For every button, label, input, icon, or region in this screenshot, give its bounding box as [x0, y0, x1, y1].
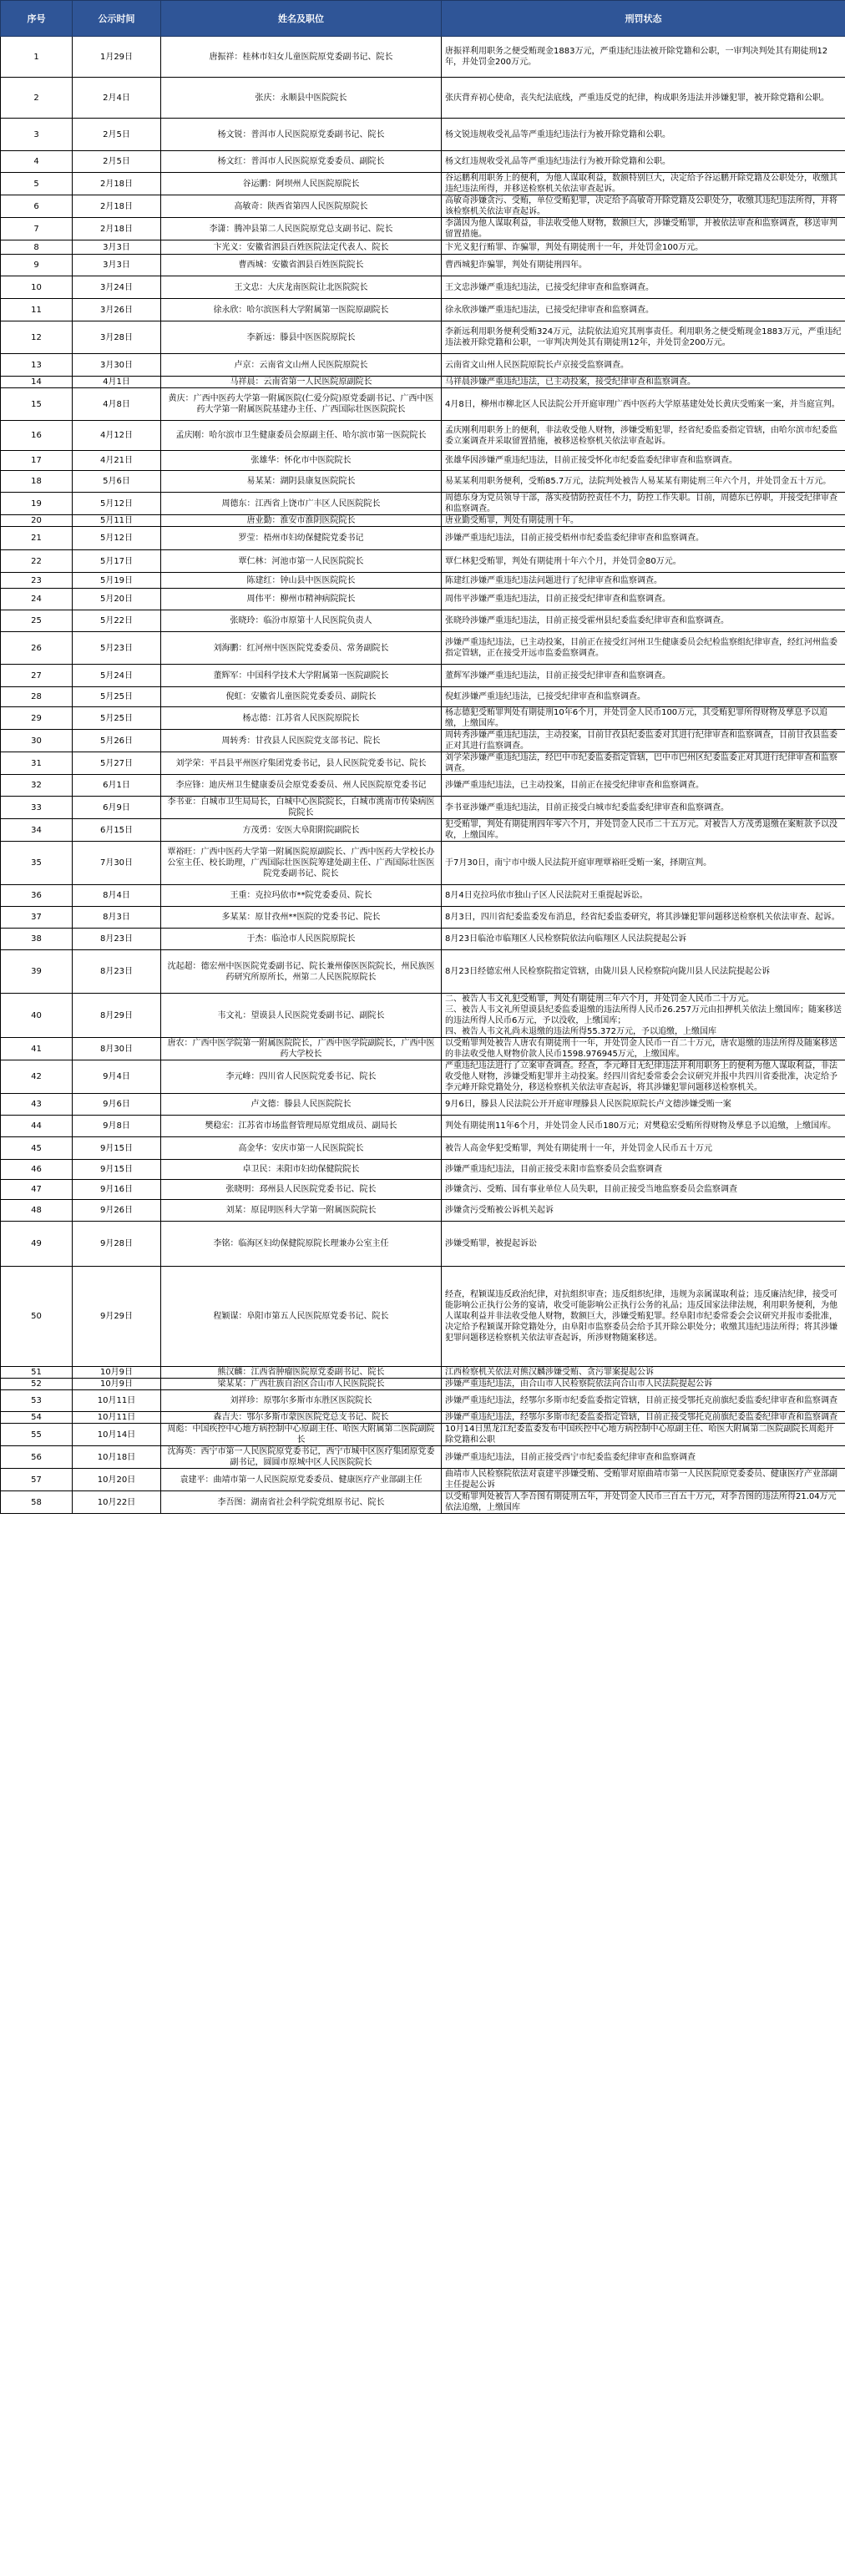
cell-name: 卢京：云南省文山州人民医院原院长 — [161, 354, 442, 377]
table-row — [1, 1038, 845, 1060]
cell-name: 李潇：腾冲县第二人民医院原党总支副书记、院长 — [161, 218, 442, 240]
cell-no: 14 — [1, 377, 73, 388]
cell-no: 28 — [1, 687, 73, 707]
cell-no: 2 — [1, 78, 73, 119]
cell-name: 董辉军：中国科学技术大学附属第一医院副院长 — [161, 665, 442, 687]
cell-date: 5月26日 — [73, 730, 161, 752]
table-row — [1, 589, 845, 610]
cell-name: 孟庆刚：哈尔滨市卫生健康委员会原副主任、哈尔滨市第一医院院长 — [161, 421, 442, 451]
cell-date: 5月27日 — [73, 752, 161, 775]
cell-no: 51 — [1, 1367, 73, 1379]
cell-date: 2月18日 — [73, 173, 161, 195]
table-row — [1, 354, 845, 377]
cell-no: 17 — [1, 451, 73, 471]
cell-date: 5月12日 — [73, 527, 161, 550]
cell-name: 刘祥珍：原鄂尔多斯市东胜区医院院长 — [161, 1390, 442, 1412]
cell-no: 21 — [1, 527, 73, 550]
cell-status: 唐业勤受贿罪，判处有期徒刑十年。 — [442, 515, 845, 527]
cell-name: 罗莹：梧州市妇幼保健院党委书记 — [161, 527, 442, 550]
cell-name: 王重：克拉玛依市**院党委委员、院长 — [161, 885, 442, 907]
table-row — [1, 421, 845, 451]
cell-date: 9月6日 — [73, 1094, 161, 1116]
cell-name: 易某某：湖阴县康复医院院长 — [161, 471, 442, 493]
cell-date: 5月25日 — [73, 687, 161, 707]
cell-no: 48 — [1, 1200, 73, 1222]
cell-no: 34 — [1, 819, 73, 842]
table-row — [1, 471, 845, 493]
cell-name: 马祥晨：云南省第一人民医院原副院长 — [161, 377, 442, 388]
cell-status: 涉嫌严重违纪违法，目前正接受西宁市纪委监委纪律审查和监察调查 — [442, 1446, 845, 1469]
table-row — [1, 451, 845, 471]
cell-date: 10月11日 — [73, 1390, 161, 1412]
cell-name: 刘海鹏：红河州中医医院党委委员、常务副院长 — [161, 632, 442, 665]
cell-name: 森吉夫：鄂尔多斯市蒙医医院党总支书记、院长 — [161, 1412, 442, 1424]
cell-status: 张晓玲涉嫌严重违纪违法，目前正接受霍州县纪委监委纪律审查和监察调查。 — [442, 610, 845, 632]
cell-status: 刘学荣涉嫌严重违纪违法，经巴中市纪委监委指定管辖，巴中市巴州区纪委监委正对其进行纪律审查和监察调查。 — [442, 752, 845, 775]
table-row — [1, 550, 845, 573]
cell-no: 49 — [1, 1222, 73, 1267]
header-date: 公示时间 — [73, 1, 161, 37]
cell-status: 以受贿罪判处被告人李吾图有期徒刑五年，并处罚金人民币三百五十万元，对李吾图的违法所得21.04万元依法追缴，上缴国库 — [442, 1491, 845, 1514]
cell-no: 38 — [1, 929, 73, 950]
cell-no: 12 — [1, 321, 73, 354]
cell-name: 李吾图：湖南省社会科学院党组原书记、院长 — [161, 1491, 442, 1514]
cell-date: 6月1日 — [73, 775, 161, 797]
cell-no: 52 — [1, 1379, 73, 1390]
table-row — [1, 1137, 845, 1160]
cell-date: 8月3日 — [73, 907, 161, 929]
cell-date: 3月30日 — [73, 354, 161, 377]
cell-status: 周伟平涉嫌严重违纪违法，目前正接受纪律审查和监察调查。 — [442, 589, 845, 610]
cell-date: 5月12日 — [73, 493, 161, 515]
cell-date: 8月23日 — [73, 950, 161, 994]
cell-date: 4月1日 — [73, 377, 161, 388]
cell-date: 3月26日 — [73, 299, 161, 321]
cell-no: 33 — [1, 797, 73, 819]
cell-no: 43 — [1, 1094, 73, 1116]
cell-status: 8月4日克拉玛依市独山子区人民法院对王重提起诉讼。 — [442, 885, 845, 907]
cell-name: 徐永欣：哈尔滨医科大学附属第一医院原副院长 — [161, 299, 442, 321]
cell-date: 9月16日 — [73, 1180, 161, 1200]
cell-name: 倪虹：安徽省儿童医院党委委员、副院长 — [161, 687, 442, 707]
cell-status: 涉嫌贪污受贿被公诉机关起诉 — [442, 1200, 845, 1222]
cell-name: 李应锋：迪庆州卫生健康委员会原党委委员、州人民医院原党委书记 — [161, 775, 442, 797]
table-row — [1, 1267, 845, 1367]
cell-name: 唐农：广西中医学院第一附属医院院长，广西中医学院副院长，广西中医药大学校长 — [161, 1038, 442, 1060]
table-row — [1, 1160, 845, 1180]
cell-name: 卞光义：安徽省泗县百姓医院法定代表人、院长 — [161, 240, 442, 255]
table-row — [1, 1412, 845, 1424]
cell-date: 10月14日 — [73, 1424, 161, 1446]
cell-no: 27 — [1, 665, 73, 687]
header-row — [1, 1, 845, 37]
cell-date: 8月23日 — [73, 929, 161, 950]
cell-date: 10月20日 — [73, 1469, 161, 1491]
cell-status: 于7月30日，南宁市中级人民法院开庭审理覃裕旺受贿一案，择期宣判。 — [442, 842, 845, 885]
cell-status: 覃仁林犯受贿罪，判处有期徒刑十年六个月，并处罚金80万元。 — [442, 550, 845, 573]
cell-name: 于杰：临沧市人民医院原院长 — [161, 929, 442, 950]
cell-no: 42 — [1, 1060, 73, 1094]
cell-no: 22 — [1, 550, 73, 573]
cell-status: 涉嫌严重违纪违法，经鄂尔多斯市纪委监委指定管辖，目前正接受鄂托克前旗纪委监委纪律审查和监察调查 — [442, 1412, 845, 1424]
cell-no: 40 — [1, 994, 73, 1038]
cell-name: 高金华：安庆市第一人民医院院长 — [161, 1137, 442, 1160]
cell-status: 10月14日黑龙江纪委监委发布中国疾控中心地方病控制中心原副主任、哈医大附属第二医院副院长周彪开除党籍和公职 — [442, 1424, 845, 1446]
cell-status: 涉嫌严重违纪违法，经鄂尔多斯市纪委监委指定管辖，目前正接受鄂托克前旗纪委监委纪律审查和监察调查 — [442, 1390, 845, 1412]
cell-status: 徐永欣涉嫌严重违纪违法，已接受纪律审查和监察调查。 — [442, 299, 845, 321]
cell-status: 涉嫌受贿罪，被提起诉讼 — [442, 1222, 845, 1267]
cell-date: 10月18日 — [73, 1446, 161, 1469]
cell-status: 杨文红违规收受礼品等严重违纪违法行为被开除党籍和公职。 — [442, 151, 845, 173]
cell-name: 谷运鹏：阿坝州人民医院原院长 — [161, 173, 442, 195]
cell-status: 经查，程颖谋违反政治纪律，对抗组织审查；违反组织纪律，违规为亲属谋取利益；违反廉洁纪律，接受可能影响公正执行公务的宴请，收受可能影响公正执行公务的礼品；违反国家法律法规，利用职务便利，为他人谋取利益并非法收受他人财物，数额巨大，涉嫌受贿犯罪。经阜阳市纪委常委会会议研究并报市委批准，决定给予程颖谋开除党籍处分，由阜阳市监察委员会给予其开除公职处分；收缴其违纪违法所得；将其涉嫌犯罪问题移送检察机关依法审查起诉，所涉财物随案移送。 — [442, 1267, 845, 1367]
cell-no: 25 — [1, 610, 73, 632]
table-row — [1, 299, 845, 321]
table-row — [1, 1180, 845, 1200]
cell-name: 张庆：永顺县中医院院长 — [161, 78, 442, 119]
cell-date: 5月19日 — [73, 573, 161, 589]
cell-no: 32 — [1, 775, 73, 797]
cell-date: 9月8日 — [73, 1116, 161, 1137]
cell-no: 41 — [1, 1038, 73, 1060]
cell-date: 2月5日 — [73, 119, 161, 151]
table-row — [1, 632, 845, 665]
table-row — [1, 1390, 845, 1412]
cell-name: 方茂勇：安医大阜阳附院副院长 — [161, 819, 442, 842]
cell-name: 刘学荣：平昌县平州医疗集团党委书记，县人民医院党委书记、院长 — [161, 752, 442, 775]
cell-date: 2月18日 — [73, 218, 161, 240]
cell-no: 35 — [1, 842, 73, 885]
cell-date: 3月3日 — [73, 255, 161, 276]
cell-no: 20 — [1, 515, 73, 527]
cell-no: 15 — [1, 388, 73, 421]
cell-no: 1 — [1, 37, 73, 78]
table-row — [1, 515, 845, 527]
cell-no: 9 — [1, 255, 73, 276]
cell-date: 8月29日 — [73, 994, 161, 1038]
cell-no: 58 — [1, 1491, 73, 1514]
cell-date: 3月24日 — [73, 276, 161, 299]
table-row — [1, 929, 845, 950]
table-row — [1, 1094, 845, 1116]
table-row — [1, 707, 845, 730]
table-row — [1, 1116, 845, 1137]
cell-date: 10月9日 — [73, 1379, 161, 1390]
cell-name: 李新远：滕县中医医院原院长 — [161, 321, 442, 354]
cell-status: 江西检察机关依法对熊汉麟涉嫌受贿、贪污罪案提起公诉 — [442, 1367, 845, 1379]
cell-date: 9月15日 — [73, 1160, 161, 1180]
cell-name: 熊汉麟：江西省肿瘤医院原党委副书记、院长 — [161, 1367, 442, 1379]
cell-no: 57 — [1, 1469, 73, 1491]
cell-status: 王文忠涉嫌严重违纪违法，已接受纪律审查和监察调查。 — [442, 276, 845, 299]
table-row — [1, 276, 845, 299]
cell-date: 5月24日 — [73, 665, 161, 687]
cell-date: 9月26日 — [73, 1200, 161, 1222]
cell-date: 4月8日 — [73, 388, 161, 421]
cell-status: 云南省文山州人民医院原院长卢京接受监察调查。 — [442, 354, 845, 377]
cell-name: 李元峰：四川省人民医院党委书记、院长 — [161, 1060, 442, 1094]
cell-no: 39 — [1, 950, 73, 994]
cell-date: 9月4日 — [73, 1060, 161, 1094]
cell-no: 26 — [1, 632, 73, 665]
cell-status: 涉嫌贪污、受贿、国有事业单位人员失职，目前正接受当地监察委员会监察调查 — [442, 1180, 845, 1200]
cell-no: 24 — [1, 589, 73, 610]
cell-date: 10月11日 — [73, 1412, 161, 1424]
cell-name: 杨文红：普洱市人民医院原党委委员、副院长 — [161, 151, 442, 173]
table-row — [1, 151, 845, 173]
cell-date: 7月30日 — [73, 842, 161, 885]
table-row — [1, 240, 845, 255]
table-row — [1, 1446, 845, 1469]
cell-status: 涉嫌严重违纪违法，已主动投案，目前正在接受纪律审查和监察调查。 — [442, 775, 845, 797]
cell-status: 8月23日临沧市临翔区人民检察院依法向临翔区人民法院提起公诉 — [442, 929, 845, 950]
cell-name: 张雄华：怀化市中医院院长 — [161, 451, 442, 471]
cell-name: 李书亚：白城市卫生局局长，白城中心医院院长，白城市洮南市传染病医院院长 — [161, 797, 442, 819]
cell-date: 3月3日 — [73, 240, 161, 255]
cell-no: 47 — [1, 1180, 73, 1200]
table-row — [1, 994, 845, 1038]
cell-no: 19 — [1, 493, 73, 515]
cell-date: 5月6日 — [73, 471, 161, 493]
cell-name: 黄庆：广西中医药大学第一附属医院(仁爱分院)原党委副书记、广西中医药大学第一附属医院基建办主任、广西国际壮医医院院长 — [161, 388, 442, 421]
table-row — [1, 1379, 845, 1390]
cell-date: 9月28日 — [73, 1222, 161, 1267]
cell-name: 多某某：原甘孜州**医院的党委书记、院长 — [161, 907, 442, 929]
table-row — [1, 775, 845, 797]
cell-name: 卢文德：滕县人民医院院长 — [161, 1094, 442, 1116]
table-row — [1, 321, 845, 354]
table-row — [1, 687, 845, 707]
table-row — [1, 730, 845, 752]
table-row — [1, 195, 845, 218]
cell-name: 张晓明：邳州县人民医院党委书记、院长 — [161, 1180, 442, 1200]
cell-no: 36 — [1, 885, 73, 907]
table-row — [1, 752, 845, 775]
cell-status: 高敏奇涉嫌贪污、受贿，单位受贿犯罪，决定给予高敏奇开除党籍及公职处分，收缴其违纪违法所得，并将该检察机关依法审查起诉。 — [442, 195, 845, 218]
cell-status: 陈建红涉嫌严重违纪违法问题进行了纪律审查和监察调查。 — [442, 573, 845, 589]
cell-name: 李铭：临海区妇幼保健院原院长理兼办公室主任 — [161, 1222, 442, 1267]
cell-name: 梁某某：广西壮族自治区合山市人民医院院长 — [161, 1379, 442, 1390]
table-row — [1, 1200, 845, 1222]
cell-status: 判处有期徒刑11年6个月，并处罚金人民币180万元；对樊稳宏受贿所得财物及孳息予以追缴，上缴国库。 — [442, 1116, 845, 1137]
cell-no: 44 — [1, 1116, 73, 1137]
cell-status: 董辉军涉嫌严重违纪违法，目前正接受纪律审查和监察调查。 — [442, 665, 845, 687]
cell-no: 10 — [1, 276, 73, 299]
table-row — [1, 885, 845, 907]
table-row — [1, 842, 845, 885]
cell-date: 8月30日 — [73, 1038, 161, 1060]
cell-status: 唐振祥利用职务之便受贿现金1883万元，严重违纪违法被开除党籍和公职，一审判决判处其有期徒刑12年，并处罚金200万元。 — [442, 37, 845, 78]
cell-date: 6月15日 — [73, 819, 161, 842]
cell-status: 9月6日，滕县人民法院公开开庭审理滕县人民医院原院长卢文德涉嫌受贿一案 — [442, 1094, 845, 1116]
cell-status: 涉嫌严重违纪违法，已主动投案，目前正在接受红河州卫生健康委员会纪检监察组纪律审查，经红河州监委指定管辖，正在接受开远市监委监察调查。 — [442, 632, 845, 665]
cell-name: 袁建平：曲靖市第一人民医院原党委委员、健康医疗产业部副主任 — [161, 1469, 442, 1491]
cell-date: 9月15日 — [73, 1137, 161, 1160]
cell-status: 8月3日，四川省纪委监委发布消息，经省纪委监委研究，将其涉嫌犯罪问题移送检察机关依法审查、起诉。 — [442, 907, 845, 929]
cell-no: 6 — [1, 195, 73, 218]
cell-date: 10月22日 — [73, 1491, 161, 1514]
cell-no: 13 — [1, 354, 73, 377]
cell-status: 曲靖市人民检察院依法对袁建平涉嫌受贿、受贿罪对原曲靖市第一人民医院原党委委员、健康医疗产业部副主任提起公诉 — [442, 1469, 845, 1491]
cell-no: 56 — [1, 1446, 73, 1469]
cell-no: 50 — [1, 1267, 73, 1367]
cell-no: 54 — [1, 1412, 73, 1424]
cell-status: 严重违纪违法进行了立案审查调查。经查，李元峰目无纪律违法并利用职务上的便利为他人谋取利益，非法收受他人财物，涉嫌受贿犯罪并主动投案。经四川省纪委常委会会议研究并报中共四川省委批准，决定给予李元峰开除党籍处分，移送检察机关依法审查起诉，将其涉嫌犯罪问题移送检察机关。 — [442, 1060, 845, 1094]
cell-status: 李新远利用职务便利受贿324万元，法院依法追究其刑事责任。利用职务之便受贿现金1883万元，严重违纪违法被开除党籍和公职，一审判决判处其有期徒刑12年，并处罚金200万元。 — [442, 321, 845, 354]
cell-no: 4 — [1, 151, 73, 173]
cell-status: 易某某利用职务便利，受贿85.7万元，法院判处被告人易某某有期徒刑三年六个月，并处罚金五十万元。 — [442, 471, 845, 493]
cell-no: 45 — [1, 1137, 73, 1160]
cell-no: 53 — [1, 1390, 73, 1412]
cell-status: 二、被告人韦文礼犯受贿罪，判处有期徒刑三年六个月，并处罚金人民币二十万元。 三、被告人韦文礼所望谟县纪委监委退缴的违法所得人民币26.257万元由扣押机关依法上缴国库；随案移送的违法所得人民币6万元，予以没收，上缴国库； 四、被告人韦文礼尚未退缴的违法所得55.372万元，予以追缴，上缴国库 — [442, 994, 845, 1038]
header-name: 姓名及职位 — [161, 1, 442, 37]
cell-no: 31 — [1, 752, 73, 775]
cell-status: 卞光义犯行贿罪、诈骗罪，判处有期徒刑十一年，并处罚金100万元。 — [442, 240, 845, 255]
cell-status: 杨文锐违规收受礼品等严重违纪违法行为被开除党籍和公职。 — [442, 119, 845, 151]
cell-date: 2月18日 — [73, 195, 161, 218]
cell-name: 杨志德：江苏省人民医院原院长 — [161, 707, 442, 730]
cell-status: 张庆背弃初心使命，丧失纪法底线，严重违反党的纪律，构成职务违法并涉嫌犯罪，被开除党籍和公职。 — [442, 78, 845, 119]
table-row — [1, 173, 845, 195]
cell-status: 周德东身为党员领导干部，落实疫情防控责任不力，防控工作失职。目前，周德东已停职，并接受纪律审查和监察调查。 — [442, 493, 845, 515]
cell-name: 沈起超：德宏州中医医院党委副书记、院长兼州傣医医院院长，州民族医药研究所原所长，州第二人民医院原院长 — [161, 950, 442, 994]
table-row — [1, 1424, 845, 1446]
cell-name: 樊稳宏：江苏省市场监督管理局原党组成员、副局长 — [161, 1116, 442, 1137]
cell-name: 陈建红：钟山县中医医院院长 — [161, 573, 442, 589]
cell-date: 2月4日 — [73, 78, 161, 119]
cell-date: 1月29日 — [73, 37, 161, 78]
cell-status: 涉嫌严重违纪违法，由合山市人民检察院依法向合山市人民法院提起公诉 — [442, 1379, 845, 1390]
cell-no: 7 — [1, 218, 73, 240]
cell-no: 37 — [1, 907, 73, 929]
cell-status: 犯受贿罪，判处有期徒刑四年零六个月，并处罚金人民币二十五万元。对被告人方茂勇退缴在案赃款予以没收，上缴国库。 — [442, 819, 845, 842]
cell-status: 涉嫌严重违纪违法，目前正接受梧州市纪委监委纪律审查和监察调查。 — [442, 527, 845, 550]
cell-no: 30 — [1, 730, 73, 752]
cell-name: 周德东：江西省上饶市广丰区人民医院院长 — [161, 493, 442, 515]
cell-no: 18 — [1, 471, 73, 493]
cell-date: 8月4日 — [73, 885, 161, 907]
cell-date: 4月12日 — [73, 421, 161, 451]
table-row — [1, 1469, 845, 1491]
cell-date: 5月22日 — [73, 610, 161, 632]
table-row — [1, 119, 845, 151]
cell-name: 刘某：原昆明医科大学第一附属医院院长 — [161, 1200, 442, 1222]
cell-status: 谷运鹏利用职务上的便利，为他人谋取利益，数额特别巨大，决定给予谷运鹏开除党籍及公职处分，收缴其违纪违法所得，并移送检察机关依法审查起诉。 — [442, 173, 845, 195]
cell-no: 16 — [1, 421, 73, 451]
cell-no: 11 — [1, 299, 73, 321]
cell-status: 倪虹涉嫌严重违纪违法，已接受纪律审查和监察调查。 — [442, 687, 845, 707]
cell-name: 周彪：中国疾控中心地方病控制中心原副主任、哈医大附属第二医院副院长 — [161, 1424, 442, 1446]
header-status: 刑罚状态 — [442, 1, 845, 37]
cell-name: 韦文礼：望谟县人民医院党委副书记、副院长 — [161, 994, 442, 1038]
cell-date: 10月9日 — [73, 1367, 161, 1379]
table-row — [1, 907, 845, 929]
cell-status: 4月8日，柳州市柳北区人民法院公开开庭审理广西中医药大学原基建处处长黄庆受贿案一案，并当庭宣判。 — [442, 388, 845, 421]
cell-name: 程颖谋：阜阳市第五人民医院原党委书记、院长 — [161, 1267, 442, 1367]
table-body — [1, 37, 845, 1514]
cell-status: 马祥晨涉嫌严重违纪违法，已主动投案，接受纪律审查和监察调查。 — [442, 377, 845, 388]
cell-name: 唐业勤：淮安市淮阴医院院长 — [161, 515, 442, 527]
table-row — [1, 1367, 845, 1379]
cell-no: 8 — [1, 240, 73, 255]
cell-name: 王文忠：大庆龙南医院让北医院院长 — [161, 276, 442, 299]
table-row — [1, 493, 845, 515]
cell-no: 3 — [1, 119, 73, 151]
cell-name: 唐振祥：桂林市妇女儿童医院原党委副书记、院长 — [161, 37, 442, 78]
table-row — [1, 218, 845, 240]
table-row — [1, 797, 845, 819]
cell-name: 沈海英：西宁市第一人民医院原党委书记，西宁市城中区医疗集团原党委副书记，圆圆市原城中区人民医院院长 — [161, 1446, 442, 1469]
table-row — [1, 37, 845, 78]
cell-status: 杨志德犯受贿罪判处有期徒刑10年6个月，并处罚金人民币100万元，其受贿犯罪所得财物及孳息予以追缴，上缴国库。 — [442, 707, 845, 730]
table-row — [1, 573, 845, 589]
cell-status: 8月23日经德宏州人民检察院指定管辖，由陇川县人民检察院向陇川县人民法院提起公诉 — [442, 950, 845, 994]
cell-date: 4月21日 — [73, 451, 161, 471]
table-row — [1, 255, 845, 276]
cell-no: 29 — [1, 707, 73, 730]
cell-date: 5月23日 — [73, 632, 161, 665]
cell-name: 周转秀：甘孜县人民医院党支部书记、院长 — [161, 730, 442, 752]
cell-no: 5 — [1, 173, 73, 195]
cell-no: 55 — [1, 1424, 73, 1446]
cell-no: 46 — [1, 1160, 73, 1180]
cell-status: 张雄华因涉嫌严重违纪违法，目前正接受怀化市纪委监委纪律审查和监察调查。 — [442, 451, 845, 471]
table-row — [1, 78, 845, 119]
table-row — [1, 950, 845, 994]
cell-status: 李书亚涉嫌严重违纪违法，目前正接受白城市纪委监委纪律审查和监察调查。 — [442, 797, 845, 819]
cell-name: 张晓玲：临汾市原第十人民医院负责人 — [161, 610, 442, 632]
table-row — [1, 1060, 845, 1094]
cell-name: 曹西城：安徽省泗县百姓医院院长 — [161, 255, 442, 276]
cell-date: 3月28日 — [73, 321, 161, 354]
cell-status: 曹西城犯诈骗罪，判处有期徒刑四年。 — [442, 255, 845, 276]
cell-name: 周伟平：柳州市精神病院院长 — [161, 589, 442, 610]
table-row — [1, 527, 845, 550]
cell-status: 以受贿罪判处被告人唐农有期徒刑十一年，并处罚金人民币一百二十万元，唐农退缴的违法所得及随案移送的非法收受他人财物价款人民币1598.976945万元，上缴国库。 — [442, 1038, 845, 1060]
cell-name: 高敏奇：陕西省第四人民医院原院长 — [161, 195, 442, 218]
table-row — [1, 1222, 845, 1267]
cell-date: 5月20日 — [73, 589, 161, 610]
table-row — [1, 388, 845, 421]
table-row — [1, 610, 845, 632]
cell-date: 5月25日 — [73, 707, 161, 730]
cell-date: 5月17日 — [73, 550, 161, 573]
cell-status: 李潇因为他人谋取利益，非法收受他人财物，数额巨大，涉嫌受贿罪，并被依法审查和监察调查，移送审判留置措施。 — [442, 218, 845, 240]
header-no: 序号 — [1, 1, 73, 37]
cell-status: 周转秀涉嫌严重违纪违法，主动投案，目前甘孜县纪委监委对其进行纪律审查和监察调查，目前甘孜县监委正对其进行监察调查。 — [442, 730, 845, 752]
cell-name: 卓卫民：耒阳市妇幼保健院院长 — [161, 1160, 442, 1180]
cell-status: 孟庆刚利用职务上的便利，非法收受他人财物，涉嫌受贿犯罪，经省纪委监委指定管辖，由哈尔滨市纪委监委立案调查并采取留置措施，被移送检察机关依法审查起诉。 — [442, 421, 845, 451]
cell-name: 杨文锐：普洱市人民医院原党委副书记、院长 — [161, 119, 442, 151]
table-row — [1, 665, 845, 687]
table-row — [1, 377, 845, 388]
table-row — [1, 1491, 845, 1514]
cell-no: 23 — [1, 573, 73, 589]
cell-name: 覃仁林：河池市第一人民医院院长 — [161, 550, 442, 573]
cell-date: 6月9日 — [73, 797, 161, 819]
table-row — [1, 819, 845, 842]
cell-status: 涉嫌严重违纪违法，目前正接受耒阳市监察委员会监察调查 — [442, 1160, 845, 1180]
cell-status: 被告人高金华犯受贿罪，判处有期徒刑十一年，并处罚金人民币五十万元 — [442, 1137, 845, 1160]
cell-name: 覃裕旺：广西中医药大学第一附属医院原副院长、广西中医药大学校长办公室主任、校长助理，广西国际壮医医院筹建处副主任、广西国际壮医医院党委副书记、院长 — [161, 842, 442, 885]
cell-date: 2月5日 — [73, 151, 161, 173]
cell-date: 9月29日 — [73, 1267, 161, 1367]
cell-date: 5月11日 — [73, 515, 161, 527]
